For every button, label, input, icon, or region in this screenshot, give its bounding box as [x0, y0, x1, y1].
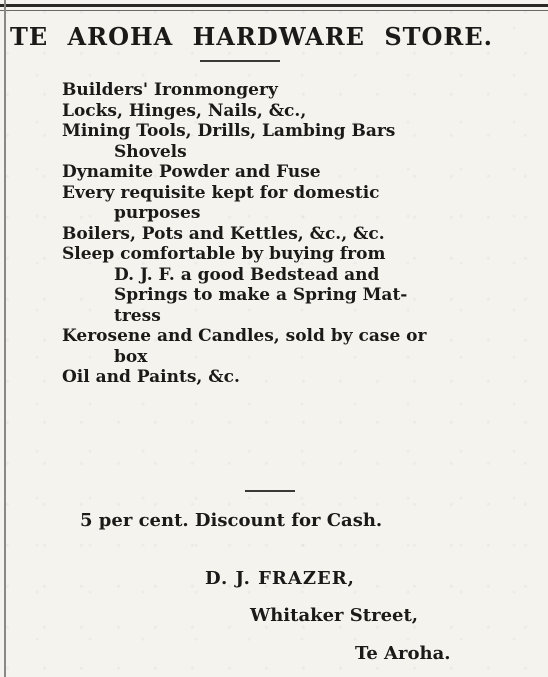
top-thin-rule — [0, 10, 548, 11]
list-item — [62, 101, 512, 122]
list-item-text: Every requisite kept for domestic — [62, 182, 380, 203]
list-item-text: Sleep comfortable by buying from — [62, 244, 386, 264]
top-column-rule — [0, 4, 548, 7]
list-item-text: Kerosene and Candles, sold by case or — [62, 326, 427, 346]
list-item — [62, 121, 512, 162]
list-item-text: Boilers, Pots and Kettles, &c., &c. — [62, 223, 385, 244]
list-item — [62, 244, 512, 326]
list-item-text: Locks, Hinges, Nails, &c., — [62, 100, 307, 121]
list-item-text: Mining Tools, Drills, Lambing Bars — [62, 121, 396, 141]
list-item — [62, 162, 512, 183]
list-item-continuation: purposes — [114, 203, 201, 223]
list-item-text: Builders' Ironmongery — [62, 80, 278, 100]
list-item — [62, 80, 512, 101]
ad-heading: TE AROHA HARDWARE STORE. — [10, 22, 494, 51]
list-item-continuation: Shovels — [114, 141, 187, 162]
list-item — [62, 183, 512, 224]
section-divider — [245, 490, 295, 492]
list-item-continuation: D. J. F. a good Bedstead and Springs to make a Spring Mat- tress — [114, 264, 408, 326]
list-item-text: Oil and Paints, &c. — [62, 367, 240, 387]
left-column-rule — [4, 0, 6, 677]
heading-divider — [200, 60, 280, 62]
list-item-continuation: box — [114, 346, 148, 367]
list-item — [62, 367, 512, 388]
product-list — [62, 80, 512, 388]
proprietor-street: Whitaker Street, — [250, 605, 419, 626]
list-item — [62, 224, 512, 245]
list-item — [62, 326, 512, 367]
proprietor-name: D. J. FRAZER, — [205, 568, 355, 589]
proprietor-town: Te Aroha. — [355, 643, 451, 664]
discount-notice: 5 per cent. Discount for Cash. — [80, 510, 383, 531]
list-item-text: Dynamite Powder and Fuse — [62, 162, 321, 182]
